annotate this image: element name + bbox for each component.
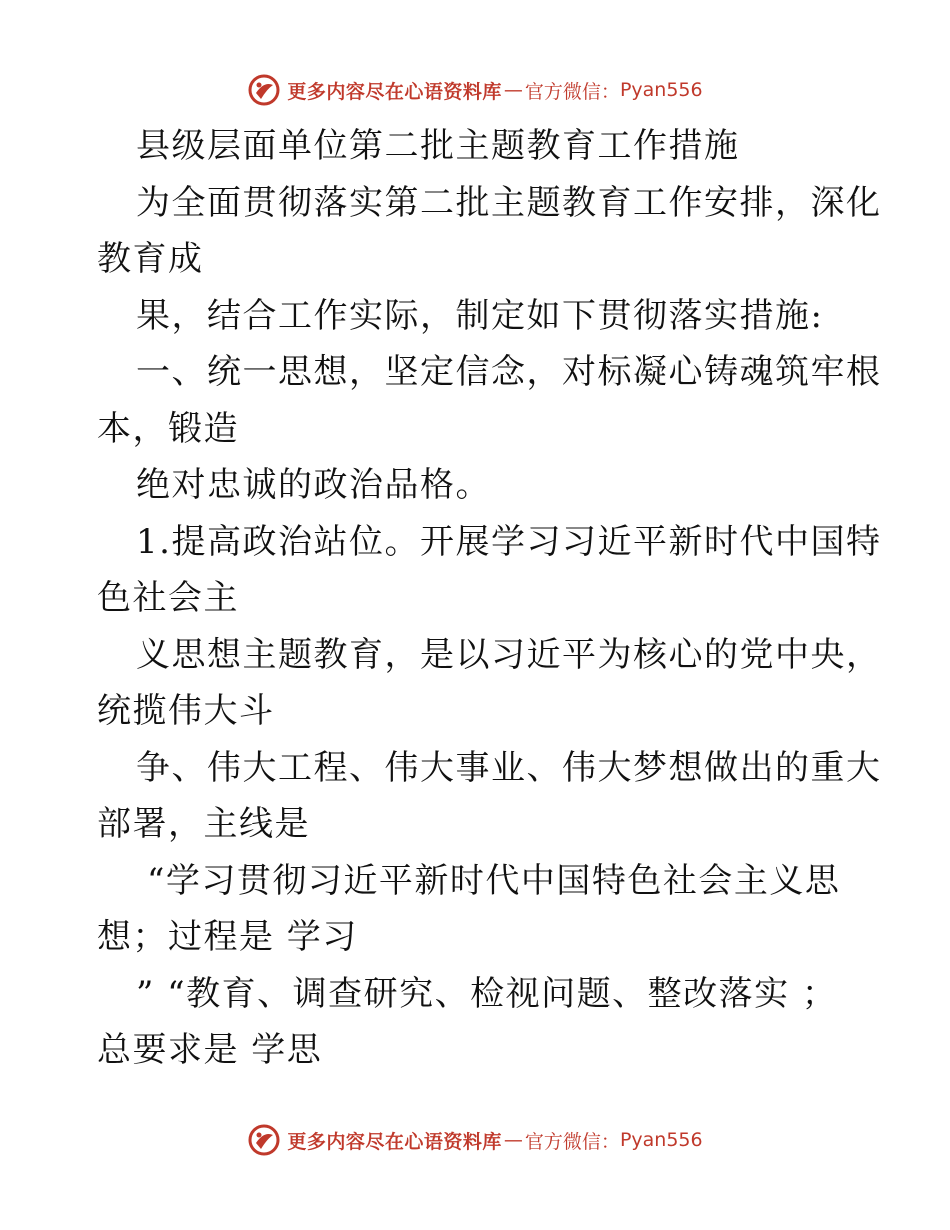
paragraph-line: 1.提高政治站位。开展学习习近平新时代中国特 (136, 521, 882, 562)
paragraph-line: 统揽伟大斗 (97, 691, 275, 731)
paragraph-line: 色社会主 (97, 578, 239, 618)
brand-logo-icon (247, 1123, 281, 1157)
paragraph-line: 为全面贯彻落实第二批主题教育工作安排，深化 (136, 182, 882, 223)
paragraph-line: 总要求是 学思 (97, 1030, 323, 1070)
paragraph-line: “学习贯彻习近平新时代中国特色社会主义思 (147, 860, 841, 901)
banner-separator: — (503, 79, 523, 101)
paragraph-line: 义思想主题教育，是以习近平为核心的党中央， (136, 634, 882, 675)
banner-title: 更多内容尽在心语资料库 (287, 1130, 502, 1153)
section-heading-line: 一、统一思想，坚定信念，对标凝心铸魂筑牢根 (136, 352, 882, 392)
paragraph-line: 想；过程是 学习 (97, 917, 358, 957)
banner-separator: — (503, 1129, 523, 1151)
document-title: 县级层面单位第二批主题教育工作措施 (136, 126, 740, 166)
banner-wechat-id: Pyan556 (619, 1129, 703, 1151)
watermark-banner-bottom (0, 1120, 950, 1160)
banner-wechat-id: Pyan556 (619, 79, 703, 101)
paragraph-line: 教育成 (97, 239, 204, 279)
paragraph-line: 部署，主线是 (97, 804, 310, 844)
watermark-banner-top (0, 70, 950, 110)
banner-wechat-label: 官方微信： (524, 80, 620, 103)
paragraph-line: ” “教育、调查研究、检视问题、整改落实 ； (136, 973, 838, 1014)
banner-title: 更多内容尽在心语资料库 (287, 80, 502, 103)
banner-wechat-label: 官方微信： (524, 1130, 620, 1153)
section-heading-line: 本，锻造 (97, 408, 239, 449)
section-heading-line: 绝对忠诚的政治品格。 (136, 465, 491, 505)
paragraph-line: 争、伟大工程、伟大事业、伟大梦想做出的重大 (136, 747, 882, 788)
brand-logo-icon (247, 73, 281, 107)
document-body (97, 118, 882, 1079)
paragraph-line: 果，结合工作实际，制定如下贯彻落实措施: (136, 295, 824, 336)
